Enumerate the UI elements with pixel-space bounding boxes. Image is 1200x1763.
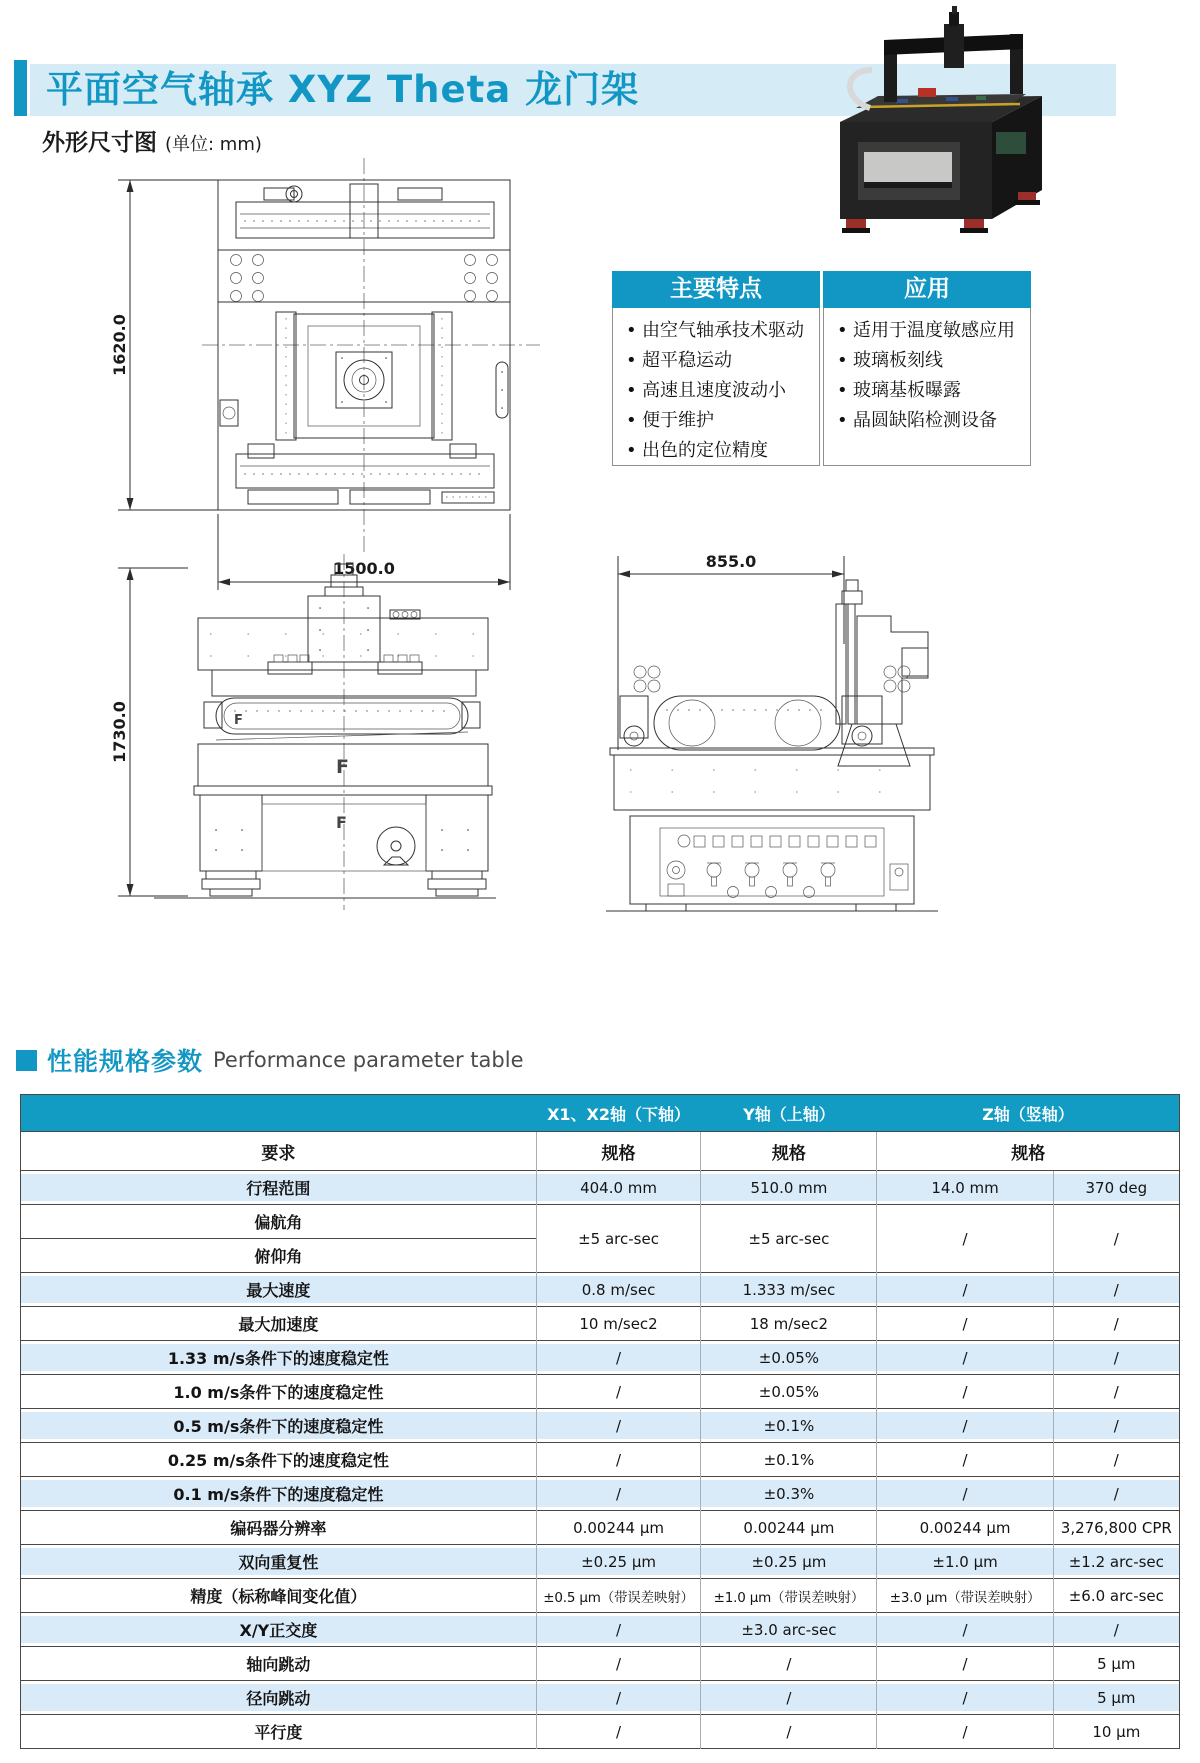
spec-corner-cell <box>21 1095 537 1132</box>
spec-value-cell: ±1.2 arc-sec <box>1053 1545 1179 1579</box>
dimension-label-side-width: 855.0 <box>705 552 757 571</box>
spec-value-cell: / <box>536 1477 701 1511</box>
spec-row-label: 0.1 m/s条件下的速度稳定性 <box>21 1477 537 1511</box>
spec-table-row <box>21 1205 1180 1239</box>
spec-value-cell: / <box>877 1375 1053 1409</box>
spec-value-cell: 0.8 m/sec <box>536 1273 701 1307</box>
spec-value-cell: 0.00244 μm <box>877 1511 1053 1545</box>
spec-value-cell: / <box>536 1647 701 1681</box>
spec-row-label: 径向跳动 <box>21 1681 537 1715</box>
spec-value-cell: ±6.0 arc-sec <box>1053 1579 1179 1613</box>
spec-section-header <box>16 1042 524 1078</box>
spec-table-row <box>21 1647 1180 1681</box>
spec-value-cell: 5 μm <box>1053 1647 1179 1681</box>
product-photo <box>826 4 1056 234</box>
spec-value-cell: ±3.0 arc-sec <box>701 1613 877 1647</box>
spec-row-label: 偏航角 <box>21 1205 537 1239</box>
spec-value-cell: 370 deg <box>1053 1171 1179 1205</box>
application-item: • 晶圆缺陷检测设备 <box>836 406 1020 436</box>
spec-table-row <box>21 1375 1180 1409</box>
spec-value-cell: ±0.3% <box>701 1477 877 1511</box>
spec-table-row <box>21 1579 1180 1613</box>
features-box <box>612 271 820 466</box>
spec-col-header: X1、X2轴（下轴） <box>536 1095 701 1132</box>
spec-table-row <box>21 1681 1180 1715</box>
spec-table-row <box>21 1307 1180 1341</box>
spec-value-cell: / <box>1053 1341 1179 1375</box>
spec-row-label: 平行度 <box>21 1715 537 1749</box>
spec-row-label: X/Y正交度 <box>21 1613 537 1647</box>
feature-item: • 出色的定位精度 <box>625 436 809 466</box>
spec-value-cell: / <box>1053 1613 1179 1647</box>
top-view-drawing <box>98 154 544 606</box>
spec-value-cell: ±5 arc-sec <box>701 1205 877 1273</box>
spec-row-label: 双向重复性 <box>21 1545 537 1579</box>
application-item: • 玻璃板刻线 <box>836 346 1020 376</box>
spec-value-cell: ±1.0 μm <box>877 1545 1053 1579</box>
spec-table-container <box>20 1094 1180 1749</box>
spec-table-row <box>21 1273 1180 1307</box>
spec-value-cell: 0.00244 μm <box>536 1511 701 1545</box>
spec-value-cell: / <box>701 1715 877 1749</box>
spec-value-cell: / <box>877 1409 1053 1443</box>
spec-row-label: 1.33 m/s条件下的速度稳定性 <box>21 1341 537 1375</box>
spec-subheader-cell: 规格 <box>701 1132 877 1171</box>
spec-value-cell: ±0.25 μm <box>701 1545 877 1579</box>
spec-value-cell: / <box>1053 1443 1179 1477</box>
page-title: 平面空气轴承 XYZ Theta 龙门架 <box>46 68 640 111</box>
spec-value-cell: ±0.1% <box>701 1409 877 1443</box>
spec-value-cell: 14.0 mm <box>877 1171 1053 1205</box>
dimension-figure-caption <box>42 124 262 157</box>
spec-value-cell: / <box>536 1613 701 1647</box>
spec-section-title-en: Performance parameter table <box>213 1048 524 1072</box>
applications-box-body <box>823 308 1031 466</box>
spec-table-row <box>21 1409 1180 1443</box>
applications-box <box>823 271 1031 466</box>
spec-value-cell: ±0.05% <box>701 1375 877 1409</box>
spec-value-cell: / <box>536 1443 701 1477</box>
spec-table-row <box>21 1341 1180 1375</box>
spec-value-cell: ±0.1% <box>701 1443 877 1477</box>
spec-value-cell: / <box>536 1681 701 1715</box>
spec-subheader-label: 要求 <box>21 1132 537 1171</box>
spec-row-label: 0.5 m/s条件下的速度稳定性 <box>21 1409 537 1443</box>
spec-value-cell: / <box>701 1681 877 1715</box>
spec-table <box>20 1094 1180 1749</box>
spec-table-row <box>21 1511 1180 1545</box>
spec-value-cell: / <box>877 1681 1053 1715</box>
spec-value-cell: / <box>877 1307 1053 1341</box>
spec-value-cell: / <box>877 1477 1053 1511</box>
spec-value-cell: / <box>1053 1375 1179 1409</box>
spec-value-cell: 3,276,800 CPR <box>1053 1511 1179 1545</box>
spec-value-cell: / <box>877 1647 1053 1681</box>
dimension-label-top-height: 1620.0 <box>110 314 129 376</box>
spec-row-label: 行程范围 <box>21 1171 537 1205</box>
spec-value-cell: / <box>1053 1273 1179 1307</box>
title-accent-bar <box>14 60 27 116</box>
application-item: • 玻璃基板曝露 <box>836 376 1020 406</box>
info-boxes <box>612 271 1032 466</box>
spec-value-cell: / <box>1053 1205 1179 1273</box>
spec-value-cell: 5 μm <box>1053 1681 1179 1715</box>
spec-value-cell: / <box>536 1409 701 1443</box>
spec-value-cell: 1.333 m/sec <box>701 1273 877 1307</box>
applications-list <box>836 316 1020 436</box>
spec-row-label: 最大加速度 <box>21 1307 537 1341</box>
spec-col-header: Z轴（竖轴） <box>877 1095 1180 1132</box>
spec-row-label: 俯仰角 <box>21 1239 537 1273</box>
spec-value-cell: 510.0 mm <box>701 1171 877 1205</box>
spec-value-cell: ±3.0 μm（带误差映射） <box>877 1579 1053 1613</box>
spec-table-row <box>21 1715 1180 1749</box>
spec-row-label: 最大速度 <box>21 1273 537 1307</box>
spec-value-cell: / <box>877 1613 1053 1647</box>
spec-table-row <box>21 1545 1180 1579</box>
spec-value-cell: / <box>877 1341 1053 1375</box>
feature-item: • 由空气轴承技术驱动 <box>625 316 809 346</box>
spec-row-label: 1.0 m/s条件下的速度稳定性 <box>21 1375 537 1409</box>
spec-value-cell: / <box>877 1273 1053 1307</box>
spec-table-head <box>21 1095 1180 1171</box>
spec-value-cell: 404.0 mm <box>536 1171 701 1205</box>
spec-value-cell: ±0.5 μm（带误差映射） <box>536 1579 701 1613</box>
spec-row-label: 轴向跳动 <box>21 1647 537 1681</box>
spec-table-row <box>21 1443 1180 1477</box>
svg-text:F: F <box>336 813 347 832</box>
spec-value-cell: / <box>877 1715 1053 1749</box>
spec-value-cell: 18 m/sec2 <box>701 1307 877 1341</box>
feature-item: • 便于维护 <box>625 406 809 436</box>
spec-value-cell: 10 m/sec2 <box>536 1307 701 1341</box>
feature-item: • 高速且速度波动小 <box>625 376 809 406</box>
spec-table-body <box>21 1171 1180 1749</box>
front-view-drawing <box>92 552 516 914</box>
spec-row-label: 精度（标称峰间变化值） <box>21 1579 537 1613</box>
features-box-title: 主要特点 <box>612 271 820 308</box>
spec-value-cell: / <box>536 1715 701 1749</box>
spec-value-cell: 0.00244 μm <box>701 1511 877 1545</box>
spec-value-cell: / <box>1053 1409 1179 1443</box>
svg-text:F: F <box>234 713 243 728</box>
dimension-label-top-width: 1500.0 <box>333 559 395 578</box>
section-marker-square-icon <box>16 1050 37 1071</box>
spec-subheader-cell: 规格 <box>536 1132 701 1171</box>
spec-value-cell: 10 μm <box>1053 1715 1179 1749</box>
spec-section-title-zh: 性能规格参数 <box>47 1047 204 1076</box>
applications-box-title: 应用 <box>823 271 1031 308</box>
side-view-drawing <box>594 540 946 914</box>
subtitle-text: 外形尺寸图 <box>42 130 157 156</box>
spec-value-cell: ±0.05% <box>701 1341 877 1375</box>
features-box-body <box>612 308 820 466</box>
spec-table-row <box>21 1613 1180 1647</box>
spec-row-label: 编码器分辨率 <box>21 1511 537 1545</box>
spec-row-label: 0.25 m/s条件下的速度稳定性 <box>21 1443 537 1477</box>
spec-table-row <box>21 1477 1180 1511</box>
spec-table-row <box>21 1171 1180 1205</box>
spec-value-cell: / <box>536 1341 701 1375</box>
spec-value-cell: / <box>1053 1477 1179 1511</box>
spec-value-cell: / <box>536 1375 701 1409</box>
feature-item: • 超平稳运动 <box>625 346 809 376</box>
spec-value-cell: / <box>877 1443 1053 1477</box>
dimension-label-front-height: 1730.0 <box>110 701 129 763</box>
spec-value-cell: / <box>701 1647 877 1681</box>
spec-value-cell: ±0.25 μm <box>536 1545 701 1579</box>
spec-value-cell: / <box>877 1205 1053 1273</box>
spec-col-header: Y轴（上轴） <box>701 1095 877 1132</box>
features-list <box>625 316 809 466</box>
spec-subheader-cell: 规格 <box>877 1132 1180 1171</box>
spec-value-cell: ±1.0 μm（带误差映射） <box>701 1579 877 1613</box>
subtitle-unit-note: (单位: mm) <box>165 134 262 155</box>
spec-value-cell: ±5 arc-sec <box>536 1205 701 1273</box>
svg-text:F: F <box>336 756 349 778</box>
application-item: • 适用于温度敏感应用 <box>836 316 1020 346</box>
spec-value-cell: / <box>1053 1307 1179 1341</box>
